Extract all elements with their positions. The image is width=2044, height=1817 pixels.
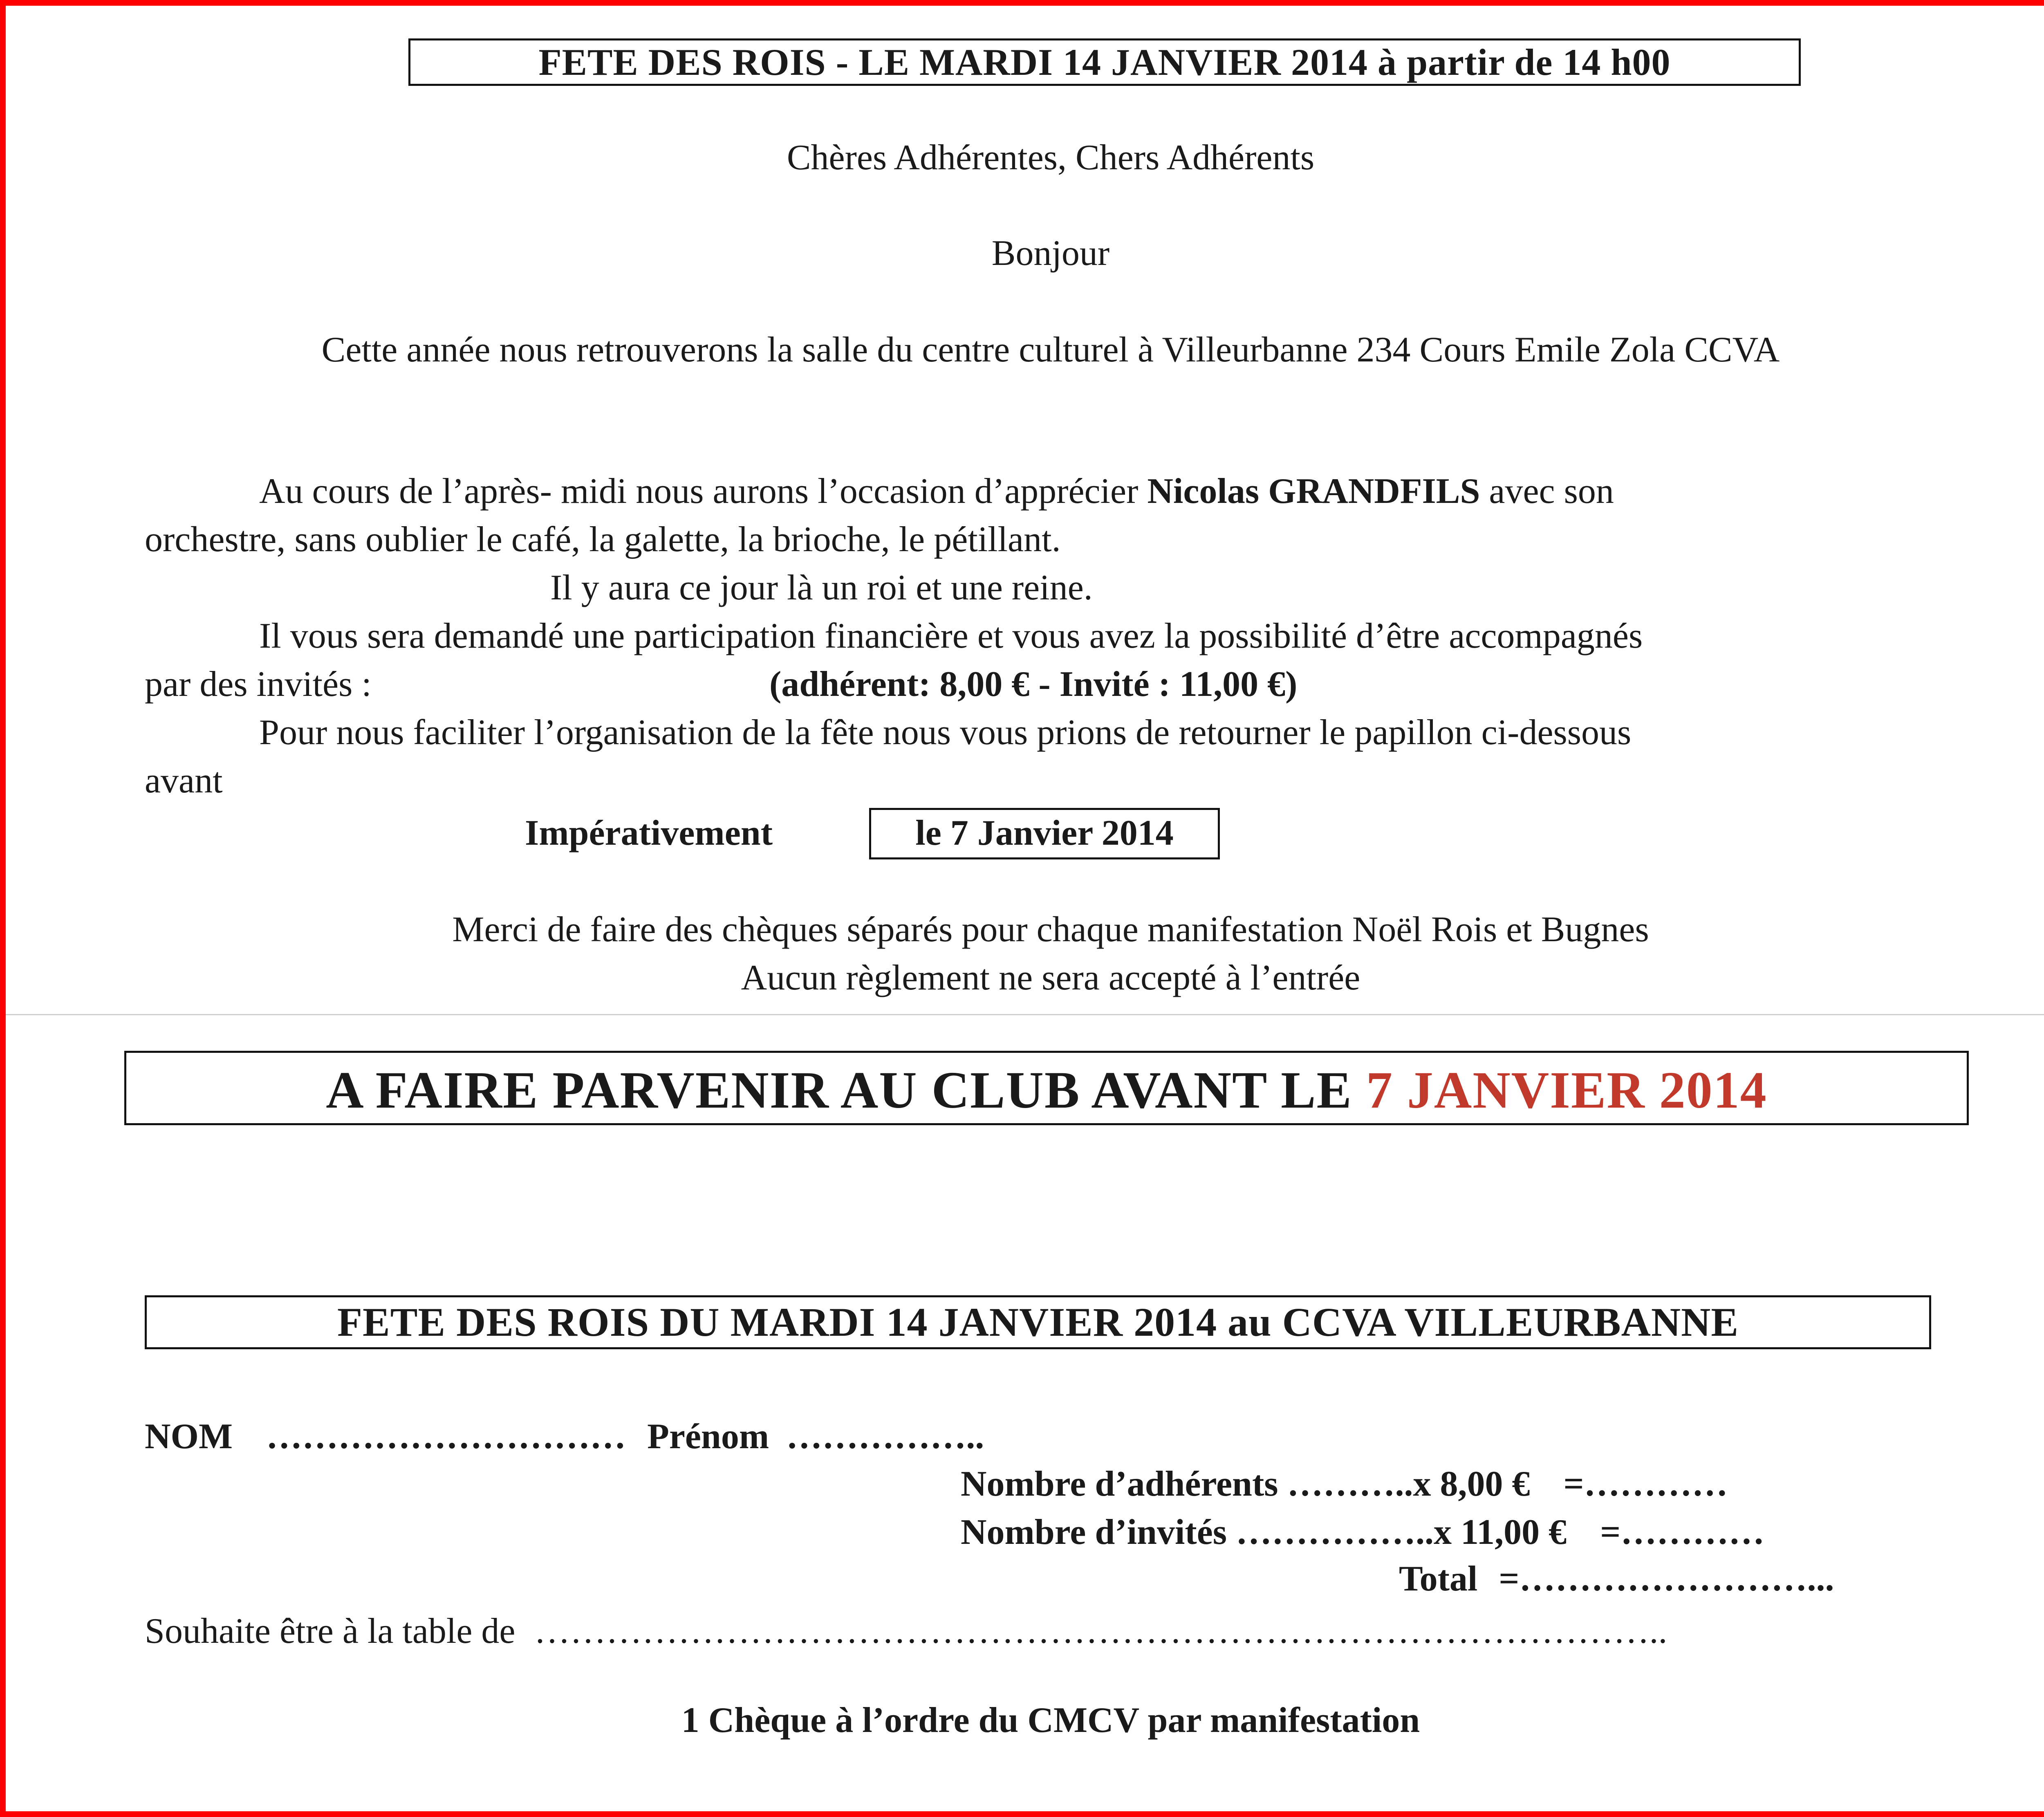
- form-title: FETE DES ROIS DU MARDI 14 JANVIER 2014 au CCVA VILLEURBANNE: [337, 1299, 1739, 1345]
- adherents-price: x 8,00 €: [1413, 1464, 1530, 1504]
- cheque-order-note: 1 Chèque à l’ordre du CMCV par manifestation: [681, 1700, 1420, 1740]
- cheques-note: Merci de faire des chèques séparés pour chaque manifestation Noël Rois et Bugnes: [452, 910, 1649, 949]
- artist-suffix: avec son: [1480, 471, 1614, 511]
- total-label: Total: [1399, 1559, 1478, 1599]
- invites-row: [961, 1512, 1764, 1553]
- prenom-label: Prénom: [647, 1417, 769, 1456]
- greeting: Chères Adhérentes, Chers Adhérents: [787, 138, 1315, 177]
- total-row: [1399, 1559, 1834, 1599]
- paragraph-participation: Il vous sera demandé une participation financière et vous avez la possibilité d’être accompagnés: [259, 616, 1643, 656]
- no-payment-note: Aucun règlement ne sera accepté à l’entrée: [741, 958, 1360, 998]
- paragraph-menu-line: orchestre, sans oublier le café, la galette, la brioche, le pétillant.: [145, 520, 1061, 559]
- hello-text: Bonjour: [991, 233, 1110, 273]
- total-result-field[interactable]: =……………………...: [1499, 1559, 1834, 1599]
- deadline-label: Impérativement: [525, 813, 773, 853]
- event-title: FETE DES ROIS - LE MARDI 14 JANVIER 2014 à partir de 14 h00: [538, 41, 1671, 83]
- adherents-label: Nombre d’adhérents: [961, 1464, 1278, 1504]
- adherents-result-field[interactable]: =…………: [1563, 1464, 1728, 1504]
- paragraph-guests: par des invités :: [145, 664, 372, 704]
- invites-price: x 11,00 €: [1434, 1512, 1567, 1552]
- adherents-row: [961, 1464, 1728, 1505]
- paragraph-artist-line: [259, 471, 1614, 512]
- table-field[interactable]: …………………………………………………………………………………..: [534, 1611, 1667, 1651]
- document-sheet: [6, 6, 2044, 1811]
- invites-label: Nombre d’invités: [961, 1512, 1227, 1552]
- banner-label: A FAIRE PARVENIR AU CLUB AVANT LE: [326, 1061, 1366, 1119]
- paragraph-return-slip: Pour nous faciliter l’organisation de la fête nous vous prions de retourner le papillon ci-dessous: [259, 713, 1632, 752]
- nom-field[interactable]: …………………………: [266, 1417, 626, 1456]
- nom-row: [145, 1416, 984, 1457]
- location-text: Cette année nous retrouverons la salle du centre culturel à Villeurbanne 234 Cours Emile Zola CCVA: [321, 330, 1780, 370]
- prenom-field[interactable]: ……………..: [786, 1417, 984, 1456]
- banner-text: [124, 1061, 1969, 1119]
- paragraph-king-queen: Il y aura ce jour là un roi et une reine.: [550, 568, 1093, 608]
- paragraph-before: avant: [145, 761, 223, 801]
- deadline-date: le 7 Janvier 2014: [915, 813, 1174, 853]
- price-info: (adhérent: 8,00 € - Invité : 11,00 €): [769, 664, 1298, 704]
- invites-count-field[interactable]: ……………..: [1236, 1512, 1434, 1552]
- artist-intro: Au cours de l’après- midi nous aurons l’occasion d’apprécier: [259, 471, 1148, 511]
- artist-name: Nicolas GRANDFILS: [1147, 471, 1480, 511]
- banner-date: 7 JANVIER 2014: [1366, 1061, 1767, 1119]
- invites-result-field[interactable]: =…………: [1600, 1512, 1765, 1552]
- fold-divider: [6, 1014, 2044, 1015]
- table-label: Souhaite être à la table de: [145, 1611, 515, 1651]
- nom-label: NOM: [145, 1417, 233, 1456]
- adherents-count-field[interactable]: ………..: [1287, 1464, 1413, 1504]
- table-row: [145, 1611, 1667, 1652]
